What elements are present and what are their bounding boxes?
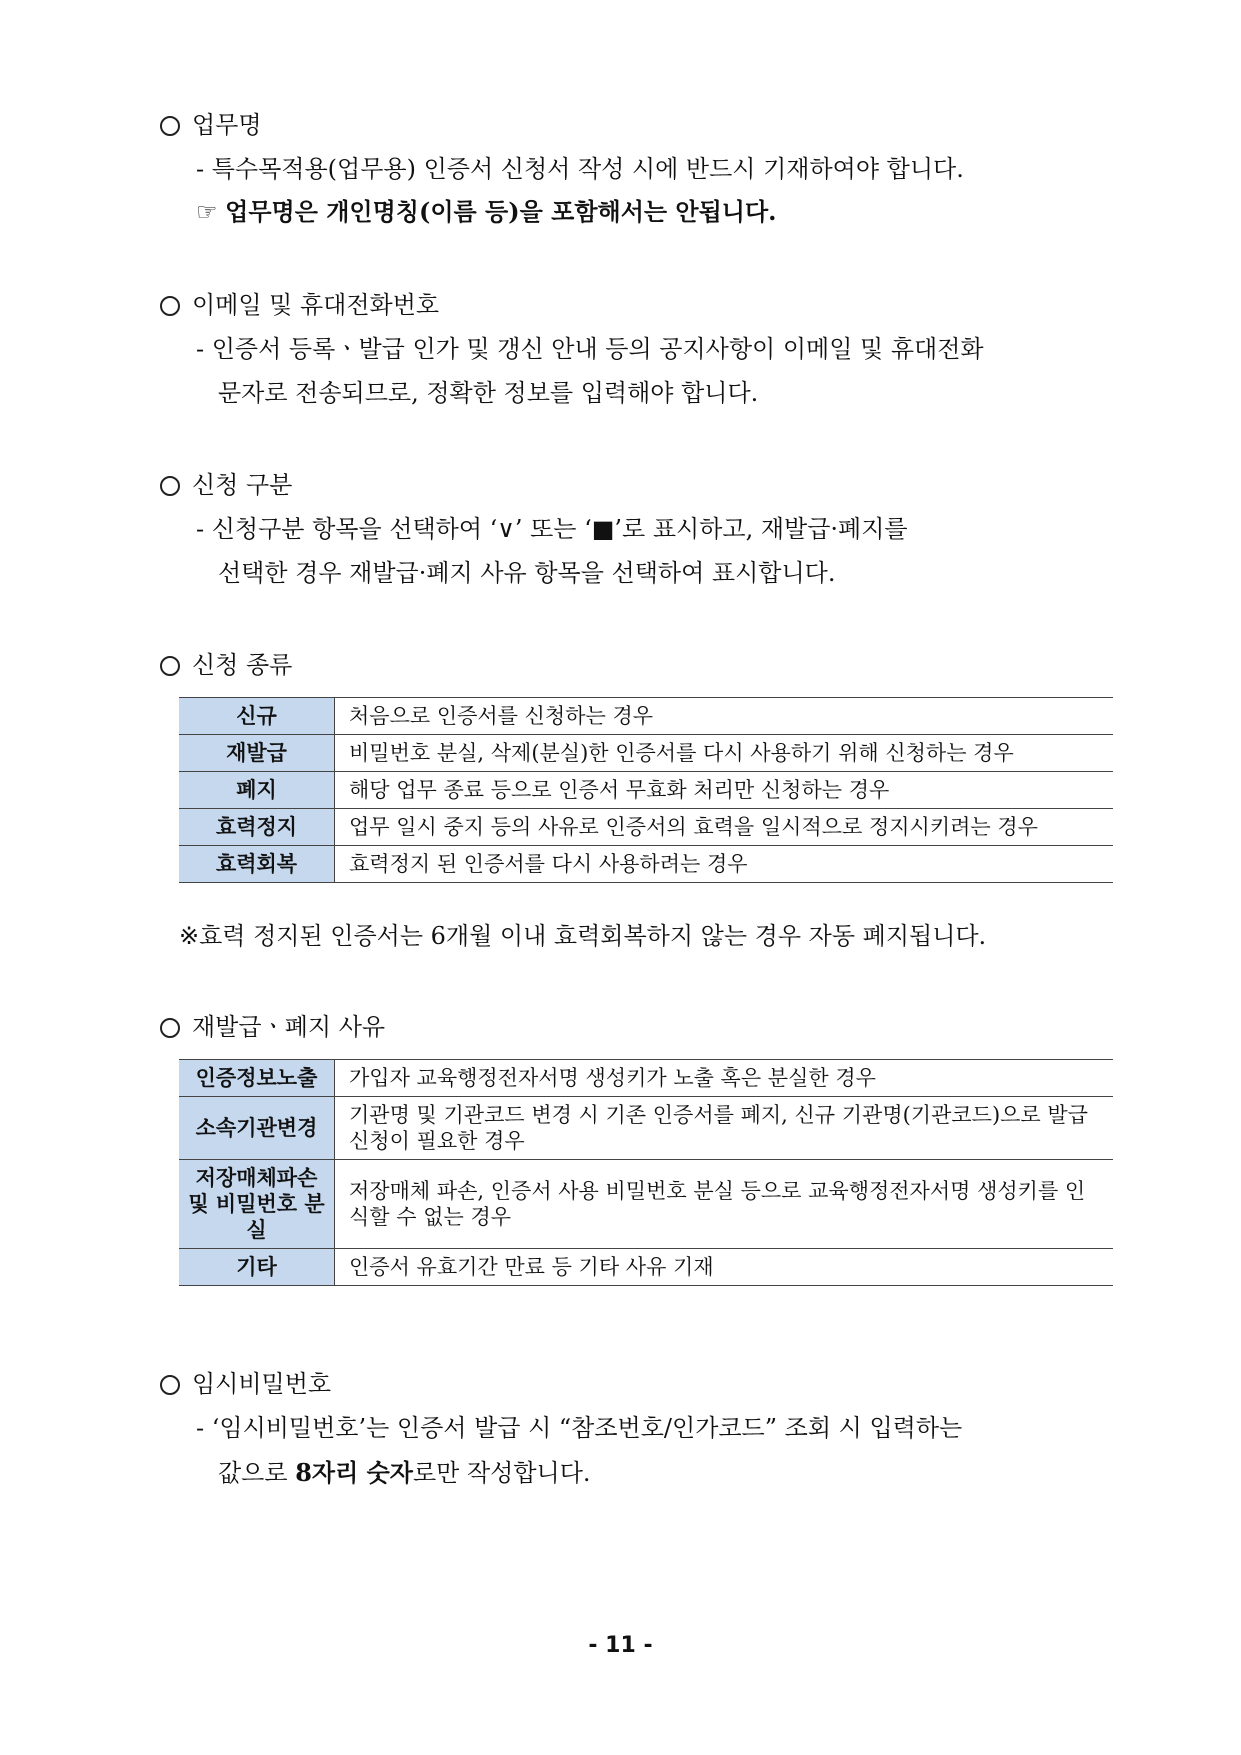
table-row-label: 효력회복: [179, 846, 335, 883]
section-heading-request-type: [160, 470, 292, 500]
reference-mark-icon: ※: [179, 922, 200, 950]
table-row-desc: 업무 일시 중지 등의 사유로 인증서의 효력을 일시적으로 정지시키려는 경우: [335, 809, 1114, 846]
table-row: [179, 1060, 1113, 1097]
request-type-desc-line2: 선택한 경우 재발급·폐지 사유 항목을 선택하여 표시합니다.: [218, 559, 836, 587]
table-row: [179, 698, 1113, 735]
table-row-desc: 비밀번호 분실, 삭제(분실)한 인증서를 다시 사용하기 위해 신청하는 경우: [335, 735, 1114, 772]
heading-text: 임시비밀번호: [192, 1370, 332, 1398]
temp-password-desc: [196, 1413, 962, 1443]
business-name-desc-text: 특수목적용(업무용) 인증서 신청서 작성 시에 반드시 기재하여야 합니다.: [211, 155, 964, 183]
request-kind-note-text: 효력 정지된 인증서는 6개월 이내 효력회복하지 않는 경우 자동 폐지됩니다.: [199, 922, 987, 950]
section-heading-business-name: [160, 110, 262, 140]
table-row: [179, 735, 1113, 772]
circle-bullet-icon: [160, 296, 180, 316]
dash-mark: -: [196, 515, 205, 543]
request-kind-table: [179, 697, 1113, 883]
dash-mark: -: [196, 335, 205, 363]
business-name-note-text: 업무명은 개인명칭(이름 등)을 포함해서는 안됩니다.: [225, 197, 777, 226]
table-row-desc: 해당 업무 종료 등으로 인증서 무효화 처리만 신청하는 경우: [335, 772, 1114, 809]
circle-bullet-icon: [160, 116, 180, 136]
table-row: [179, 809, 1113, 846]
section-heading-reissue-reason: [160, 1012, 385, 1042]
request-type-desc-line1: 신청구분 항목을 선택하여 ‘∨’ 또는 ‘■’로 표시하고, 재발급·폐지를: [211, 515, 908, 543]
table-row-desc: 효력정지 된 인증서를 다시 사용하려는 경우: [335, 846, 1114, 883]
request-kind-note: [179, 921, 986, 951]
business-name-desc: [196, 154, 964, 184]
temp-password-text-a: 값으로: [218, 1459, 296, 1487]
table-row: [179, 772, 1113, 809]
circle-bullet-icon: [160, 1018, 180, 1038]
temp-password-desc-line2: [218, 1458, 591, 1488]
circle-bullet-icon: [160, 656, 180, 676]
table-row: [179, 1249, 1113, 1286]
section-heading-contact: [160, 290, 439, 320]
table-row-desc: 저장매체 파손, 인증서 사용 비밀번호 분실 등으로 교육행정전자서명 생성키를 인식할 수 없는 경우: [335, 1160, 1114, 1249]
table-row-desc: 기관명 및 기관코드 변경 시 기존 인증서를 폐지, 신규 기관명(기관코드)으로 발급 신청이 필요한 경우: [335, 1097, 1114, 1160]
table-row-label: 기타: [179, 1249, 335, 1286]
table-row-label: 신규: [179, 698, 335, 735]
reissue-reason-table: [179, 1059, 1113, 1286]
contact-desc-line2: 문자로 전송되므로, 정확한 정보를 입력해야 합니다.: [218, 379, 759, 407]
table-row-label: 저장매체파손 및 비밀번호 분실: [179, 1160, 335, 1249]
dash-mark: -: [196, 1414, 205, 1442]
contact-desc: [196, 334, 984, 364]
section-heading-temp-password: [160, 1369, 331, 1399]
heading-text: 신청 구분: [192, 471, 293, 499]
circle-bullet-icon: [160, 476, 180, 496]
contact-desc-line1: 인증서 등록ㆍ발급 인가 및 갱신 안내 등의 공지사항이 이메일 및 휴대전화: [211, 335, 984, 363]
table-row: [179, 846, 1113, 883]
heading-text: 재발급ㆍ폐지 사유: [192, 1013, 386, 1041]
page-number: - 11 -: [588, 1633, 653, 1658]
table-row-desc: 처음으로 인증서를 신청하는 경우: [335, 698, 1114, 735]
table-row-label: 폐지: [179, 772, 335, 809]
table-row-label: 인증정보노출: [179, 1060, 335, 1097]
temp-password-text-b: 로만 작성합니다.: [412, 1459, 591, 1487]
dash-mark: -: [196, 155, 205, 183]
table-row-desc: 인증서 유효기간 만료 등 기타 사유 기재: [335, 1249, 1114, 1286]
heading-text: 업무명: [192, 111, 262, 139]
heading-text: 이메일 및 휴대전화번호: [192, 291, 440, 319]
temp-password-emphasis: 8자리 숫자: [295, 1458, 413, 1487]
table-row: [179, 1160, 1113, 1249]
circle-bullet-icon: [160, 1375, 180, 1395]
table-row-label: 효력정지: [179, 809, 335, 846]
table-row-label: 재발급: [179, 735, 335, 772]
table-row-desc: 가입자 교육행정전자서명 생성키가 노출 혹은 분실한 경우: [335, 1060, 1114, 1097]
pointing-hand-icon: ☞: [196, 198, 218, 226]
section-heading-request-kind: [160, 650, 292, 680]
table-row-label: 소속기관변경: [179, 1097, 335, 1160]
business-name-note: [196, 197, 777, 227]
request-type-desc: [196, 514, 908, 544]
heading-text: 신청 종류: [192, 651, 293, 679]
table-row: [179, 1097, 1113, 1160]
temp-password-desc-line1: ‘임시비밀번호’는 인증서 발급 시 “참조번호/인가코드” 조회 시 입력하는: [211, 1414, 963, 1442]
